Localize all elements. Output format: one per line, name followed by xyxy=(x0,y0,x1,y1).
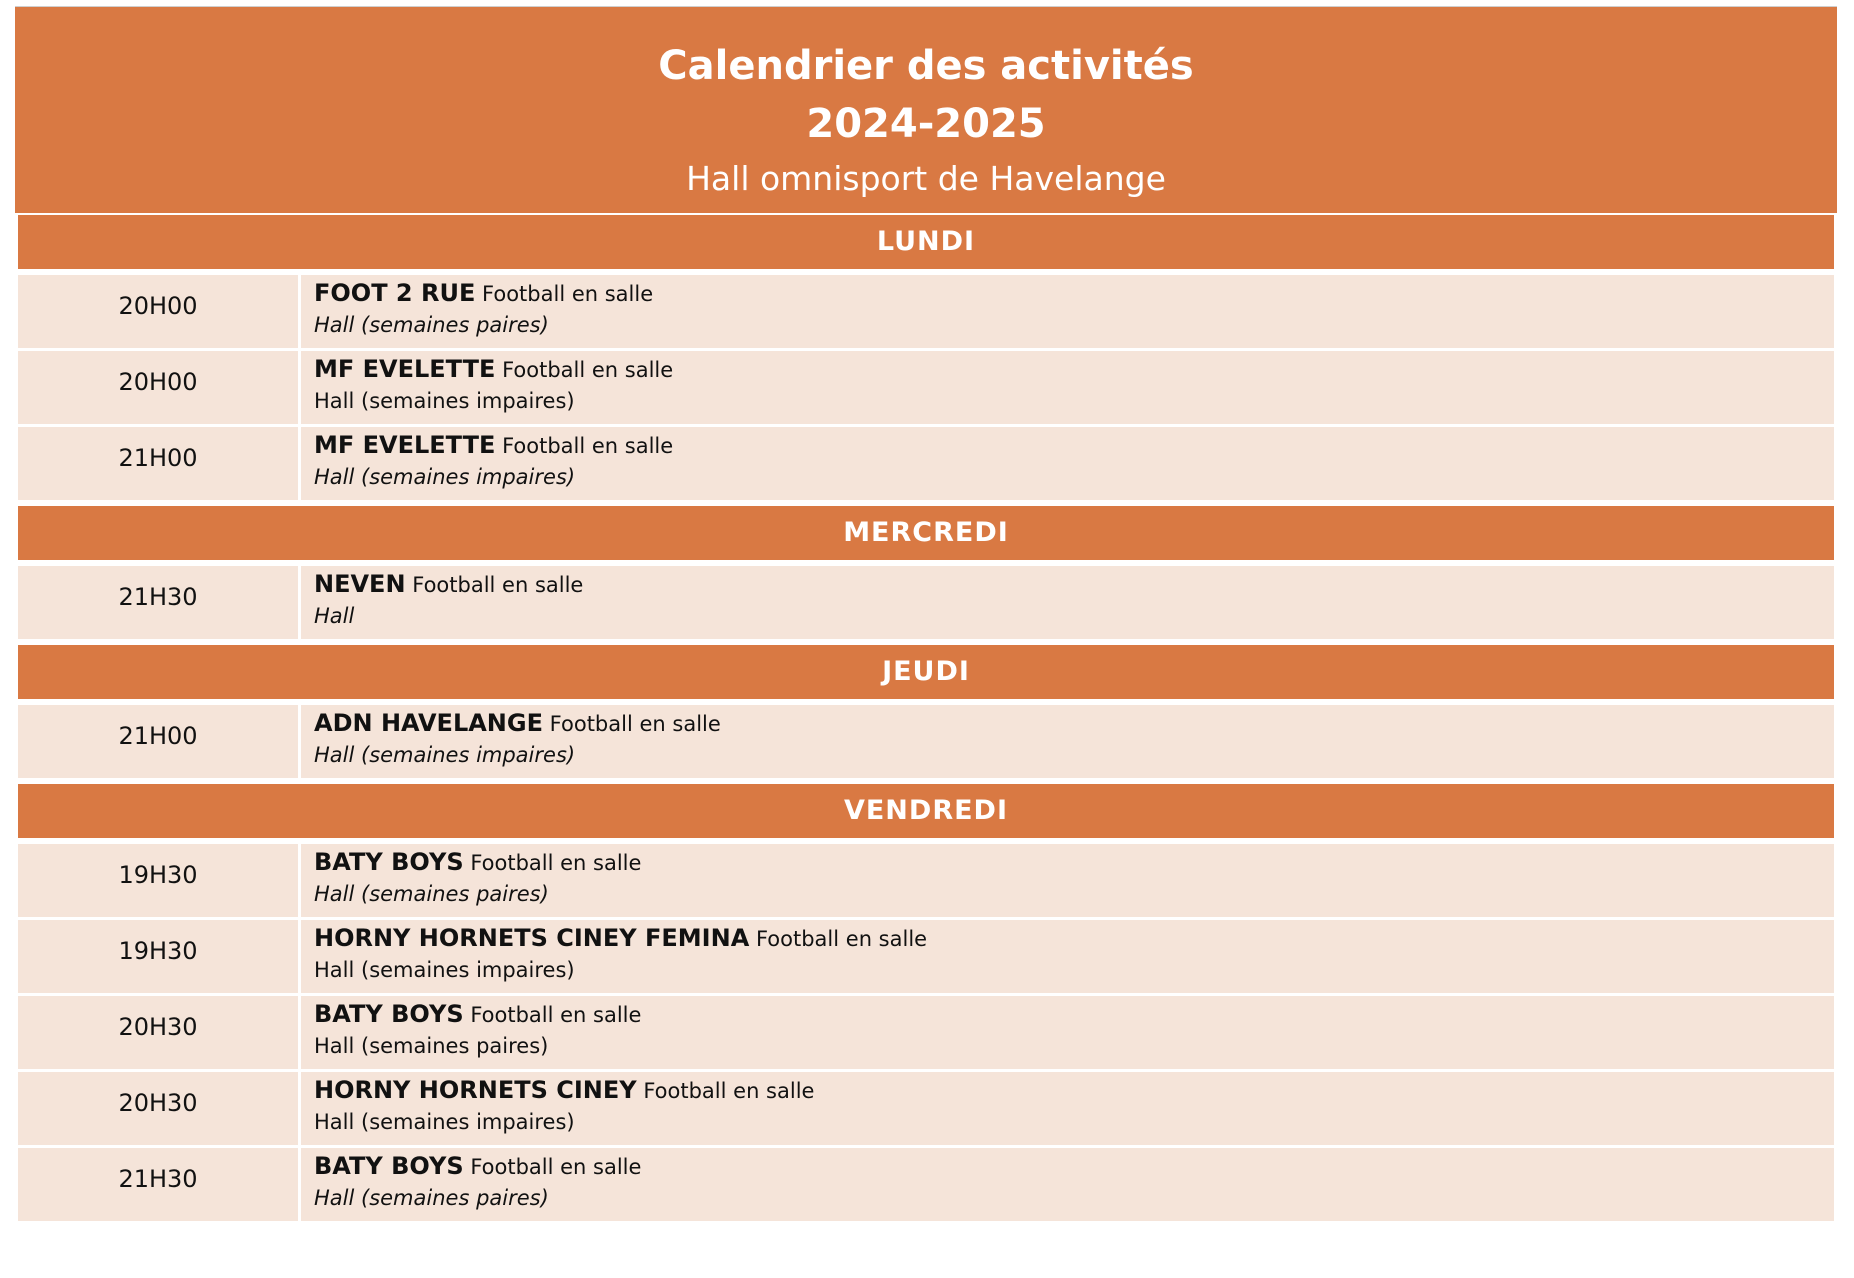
location-text: Hall (semaines impaires) xyxy=(314,389,575,413)
activity-type: Football en salle xyxy=(470,1003,642,1027)
activity-cell xyxy=(301,1072,1834,1145)
time-cell: 20H00 xyxy=(18,275,298,348)
time-cell: 20H00 xyxy=(18,351,298,424)
page-header xyxy=(15,6,1837,213)
activity-line xyxy=(314,429,1834,462)
activity-type: Football en salle xyxy=(502,434,674,458)
day-section-jeudi xyxy=(18,645,1834,778)
activity-type: Football en salle xyxy=(412,573,584,597)
activity-type: Football en salle xyxy=(755,927,928,951)
day-section-lundi xyxy=(18,215,1834,500)
activity-line xyxy=(314,846,1834,879)
team-name: BATY BOYS xyxy=(314,1000,464,1028)
activity-type: Football en salle xyxy=(470,1155,642,1179)
team-name: NEVEN xyxy=(314,570,406,598)
day-header: MERCREDI xyxy=(18,506,1834,560)
activity-type: Football en salle xyxy=(549,712,721,736)
team-name: BATY BOYS xyxy=(314,1152,464,1180)
schedule-row xyxy=(18,996,1834,1069)
time-cell: 21H30 xyxy=(18,566,298,639)
activity-cell xyxy=(301,1148,1834,1221)
time-cell: 21H00 xyxy=(18,705,298,778)
schedule-row xyxy=(18,566,1834,639)
activity-type: Football en salle xyxy=(502,358,674,382)
time-cell: 19H30 xyxy=(18,844,298,917)
activity-type: Football en salle xyxy=(470,851,642,875)
time-cell: 20H30 xyxy=(18,1072,298,1145)
location-text: Hall (semaines impaires) xyxy=(314,1110,575,1134)
schedule-row xyxy=(18,275,1834,348)
location-text: Hall (semaines impaires) xyxy=(314,743,576,767)
activity-cell xyxy=(301,705,1834,778)
activity-cell xyxy=(301,566,1834,639)
activity-line xyxy=(314,998,1834,1031)
activity-type: Football en salle xyxy=(643,1079,815,1103)
time-cell: 21H00 xyxy=(18,427,298,500)
schedule-row xyxy=(18,705,1834,778)
location-text: Hall (semaines paires) xyxy=(314,882,549,906)
location-text: Hall (semaines impaires) xyxy=(314,465,576,489)
location-text: Hall (semaines paires) xyxy=(314,1034,549,1058)
time-cell: 19H30 xyxy=(18,920,298,993)
page-title: Calendrier des activités xyxy=(658,43,1194,89)
time-cell: 21H30 xyxy=(18,1148,298,1221)
activity-cell xyxy=(301,920,1834,993)
schedule-row xyxy=(18,1072,1834,1145)
location-text: Hall (semaines paires) xyxy=(314,313,549,337)
day-header: JEUDI xyxy=(18,645,1834,699)
schedule-row xyxy=(18,844,1834,917)
team-name: FOOT 2 RUE xyxy=(314,279,476,307)
time-cell: 20H30 xyxy=(18,996,298,1069)
season-title: 2024-2025 xyxy=(806,101,1046,147)
activity-cell xyxy=(301,275,1834,348)
day-section-vendredi xyxy=(18,784,1834,1221)
activity-line xyxy=(314,568,1834,601)
activity-cell xyxy=(301,844,1834,917)
team-name: HORNY HORNETS CINEY FEMINA xyxy=(314,924,750,952)
team-name: HORNY HORNETS CINEY xyxy=(314,1076,637,1104)
location-text: Hall (semaines paires) xyxy=(314,1186,549,1210)
team-name: BATY BOYS xyxy=(314,848,464,876)
schedule-table xyxy=(18,215,1834,1227)
venue-subtitle: Hall omnisport de Havelange xyxy=(686,159,1166,198)
activity-cell xyxy=(301,351,1834,424)
location-text: Hall xyxy=(314,604,355,628)
activity-line xyxy=(314,277,1834,310)
day-header: VENDREDI xyxy=(18,784,1834,838)
team-name: MF EVELETTE xyxy=(314,431,496,459)
schedule-row xyxy=(18,427,1834,500)
activity-line xyxy=(314,922,1834,955)
schedule-row xyxy=(18,351,1834,424)
activity-line xyxy=(314,707,1834,740)
activity-line xyxy=(314,353,1834,386)
team-name: ADN HAVELANGE xyxy=(314,709,543,737)
schedule-row xyxy=(18,920,1834,993)
day-header: LUNDI xyxy=(18,215,1834,269)
activity-cell xyxy=(301,996,1834,1069)
team-name: MF EVELETTE xyxy=(314,355,496,383)
location-text: Hall (semaines impaires) xyxy=(314,958,575,982)
activity-line xyxy=(314,1150,1834,1183)
activity-cell xyxy=(301,427,1834,500)
schedule-row xyxy=(18,1148,1834,1221)
day-section-mercredi xyxy=(18,506,1834,639)
activity-type: Football en salle xyxy=(482,282,654,306)
activity-line xyxy=(314,1074,1834,1107)
